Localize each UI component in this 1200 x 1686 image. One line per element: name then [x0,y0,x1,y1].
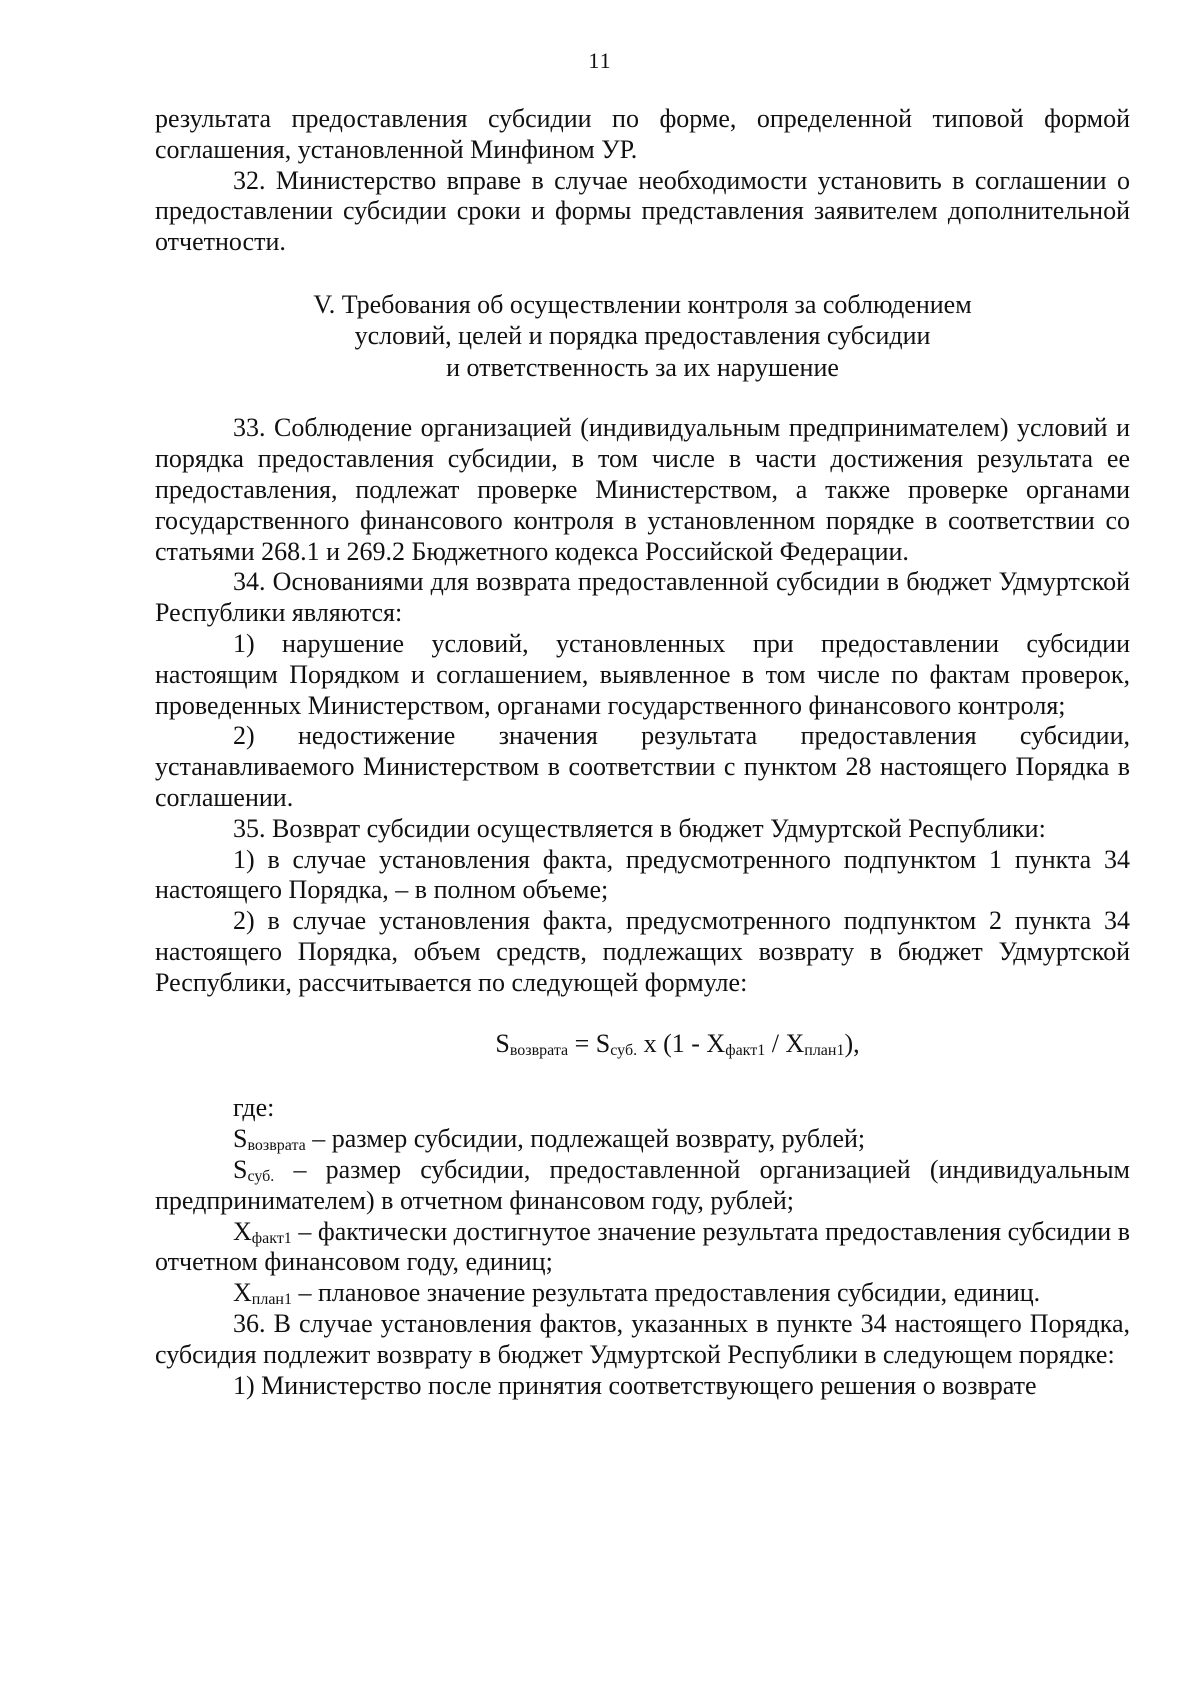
paragraph-36-item-1: 1) Министерство после принятия соответствующего решения о возврате [233,1370,1037,1400]
formula-times: х (1 - [637,1028,707,1058]
section-heading-line-2: условий, целей и порядка предоставления субсидии [354,321,931,351]
where-label: где: [233,1093,275,1123]
formula-sub-sub: суб. [610,1041,638,1059]
formula-x2: X [785,1028,805,1058]
formula-eq: = [568,1028,596,1058]
refund-formula [155,1029,1130,1060]
formula-sub-vozvrata: возврата [509,1041,569,1059]
formula-sub-plan: план1 [804,1041,845,1059]
formula-close: ), [844,1028,860,1058]
formula-sub-fakt: факт1 [725,1041,766,1059]
def-sub-fakt: факт1 [251,1229,292,1247]
def-text-x-plan: – плановое значение результата предоставления субсидии, единиц. [298,1278,1041,1308]
def-symbol-x2: X [233,1278,252,1308]
document-body [155,104,1130,1401]
def-symbol-s: S [233,1124,248,1154]
def-symbol-s2: S [233,1155,248,1185]
def-sub-plan: план1 [251,1291,292,1309]
definition-s-sub [155,1155,1130,1217]
paragraph-35-item-2: 2) в случае установления факта, предусмотренного подпунктом 2 пункта 34 настоящего Порядка, объем средств, подлежащих возврату в бюджет Удмуртской Республики, рассчитывается по следующей формуле: [155,906,1130,997]
paragraph-continuation: результата предоставления субсидии по форме, определенной типовой формой соглашения, установленной Минфином УР. [155,104,1130,164]
def-text-s-vozvrata: – размер субсидии, подлежащей возврату, рублей; [312,1124,866,1154]
paragraph-34-item-2: 2) недостижение значения результата предоставления субсидии, устанавливаемого Министерством в соответствии с пунктом 28 настоящего Порядка в соглашении. [155,721,1130,813]
definition-x-fakt [155,1217,1130,1279]
paragraph-33: 33. Соблюдение организацией (индивидуальным предпринимателем) условий и порядка предоставления субсидии, в том числе в части достижения результата ее предоставления, подлежат проверке Министерством, а также проверке органами государственного финансового контроля в установленном порядке в соответствии со статьями 268.1 и 269.2 Бюджетного кодекса Российской Федерации. [155,413,1130,566]
def-text-x-fakt: – фактически достигнутое значение результата предоставления субсидии в отчетном финансовом году, единиц; [155,1216,1130,1277]
section-heading [155,289,1130,384]
definition-x-plan [155,1278,1130,1309]
formula-s: S [495,1028,510,1058]
formula-x: X [706,1028,726,1058]
paragraph-34: 34. Основаниями для возврата предоставленной субсидии в бюджет Удмуртской Республики являются: [155,567,1130,628]
def-sub-sub: суб. [247,1168,275,1186]
section-heading-line-1: V. Требования об осуществлении контроля за соблюдением [313,289,972,319]
section-heading-line-3: и ответственность за их нарушение [446,352,839,382]
formula-s2: S [595,1028,611,1058]
def-text-s-sub: – размер субсидии, предоставленной организацией (индивидуальным предпринимателем) в отчетном финансовом году, рублей; [155,1155,1131,1215]
def-symbol-x: X [233,1216,252,1246]
paragraph-35-item-1: 1) в случае установления факта, предусмотренного подпунктом 1 пункта 34 настоящего Порядка, – в полном объеме; [155,844,1130,905]
paragraph-34-item-1: 1) нарушение условий, установленных при предоставлении субсидии настоящим Порядком и соглашением, выявленное в том числе по фактам проверок, проведенных Министерством, органами государственного финансового контроля; [155,629,1130,720]
paragraph-32: 32. Министерство вправе в случае необходимости установить в соглашении о предоставлении субсидии сроки и формы представления заявителем дополнительной отчетности. [155,165,1130,257]
page-number: 11 [588,48,612,73]
paragraph-35: 35. Возврат субсидии осуществляется в бюджет Удмуртской Республики: [233,813,1046,843]
definition-s-vozvrata [155,1124,1130,1155]
def-sub-vozvrata: возврата [247,1137,306,1155]
formula-slash: / [765,1028,786,1058]
paragraph-36: 36. В случае установления фактов, указанных в пункте 34 настоящего Порядка, субсидия подлежит возврату в бюджет Удмуртской Республики в следующем порядке: [155,1309,1130,1369]
